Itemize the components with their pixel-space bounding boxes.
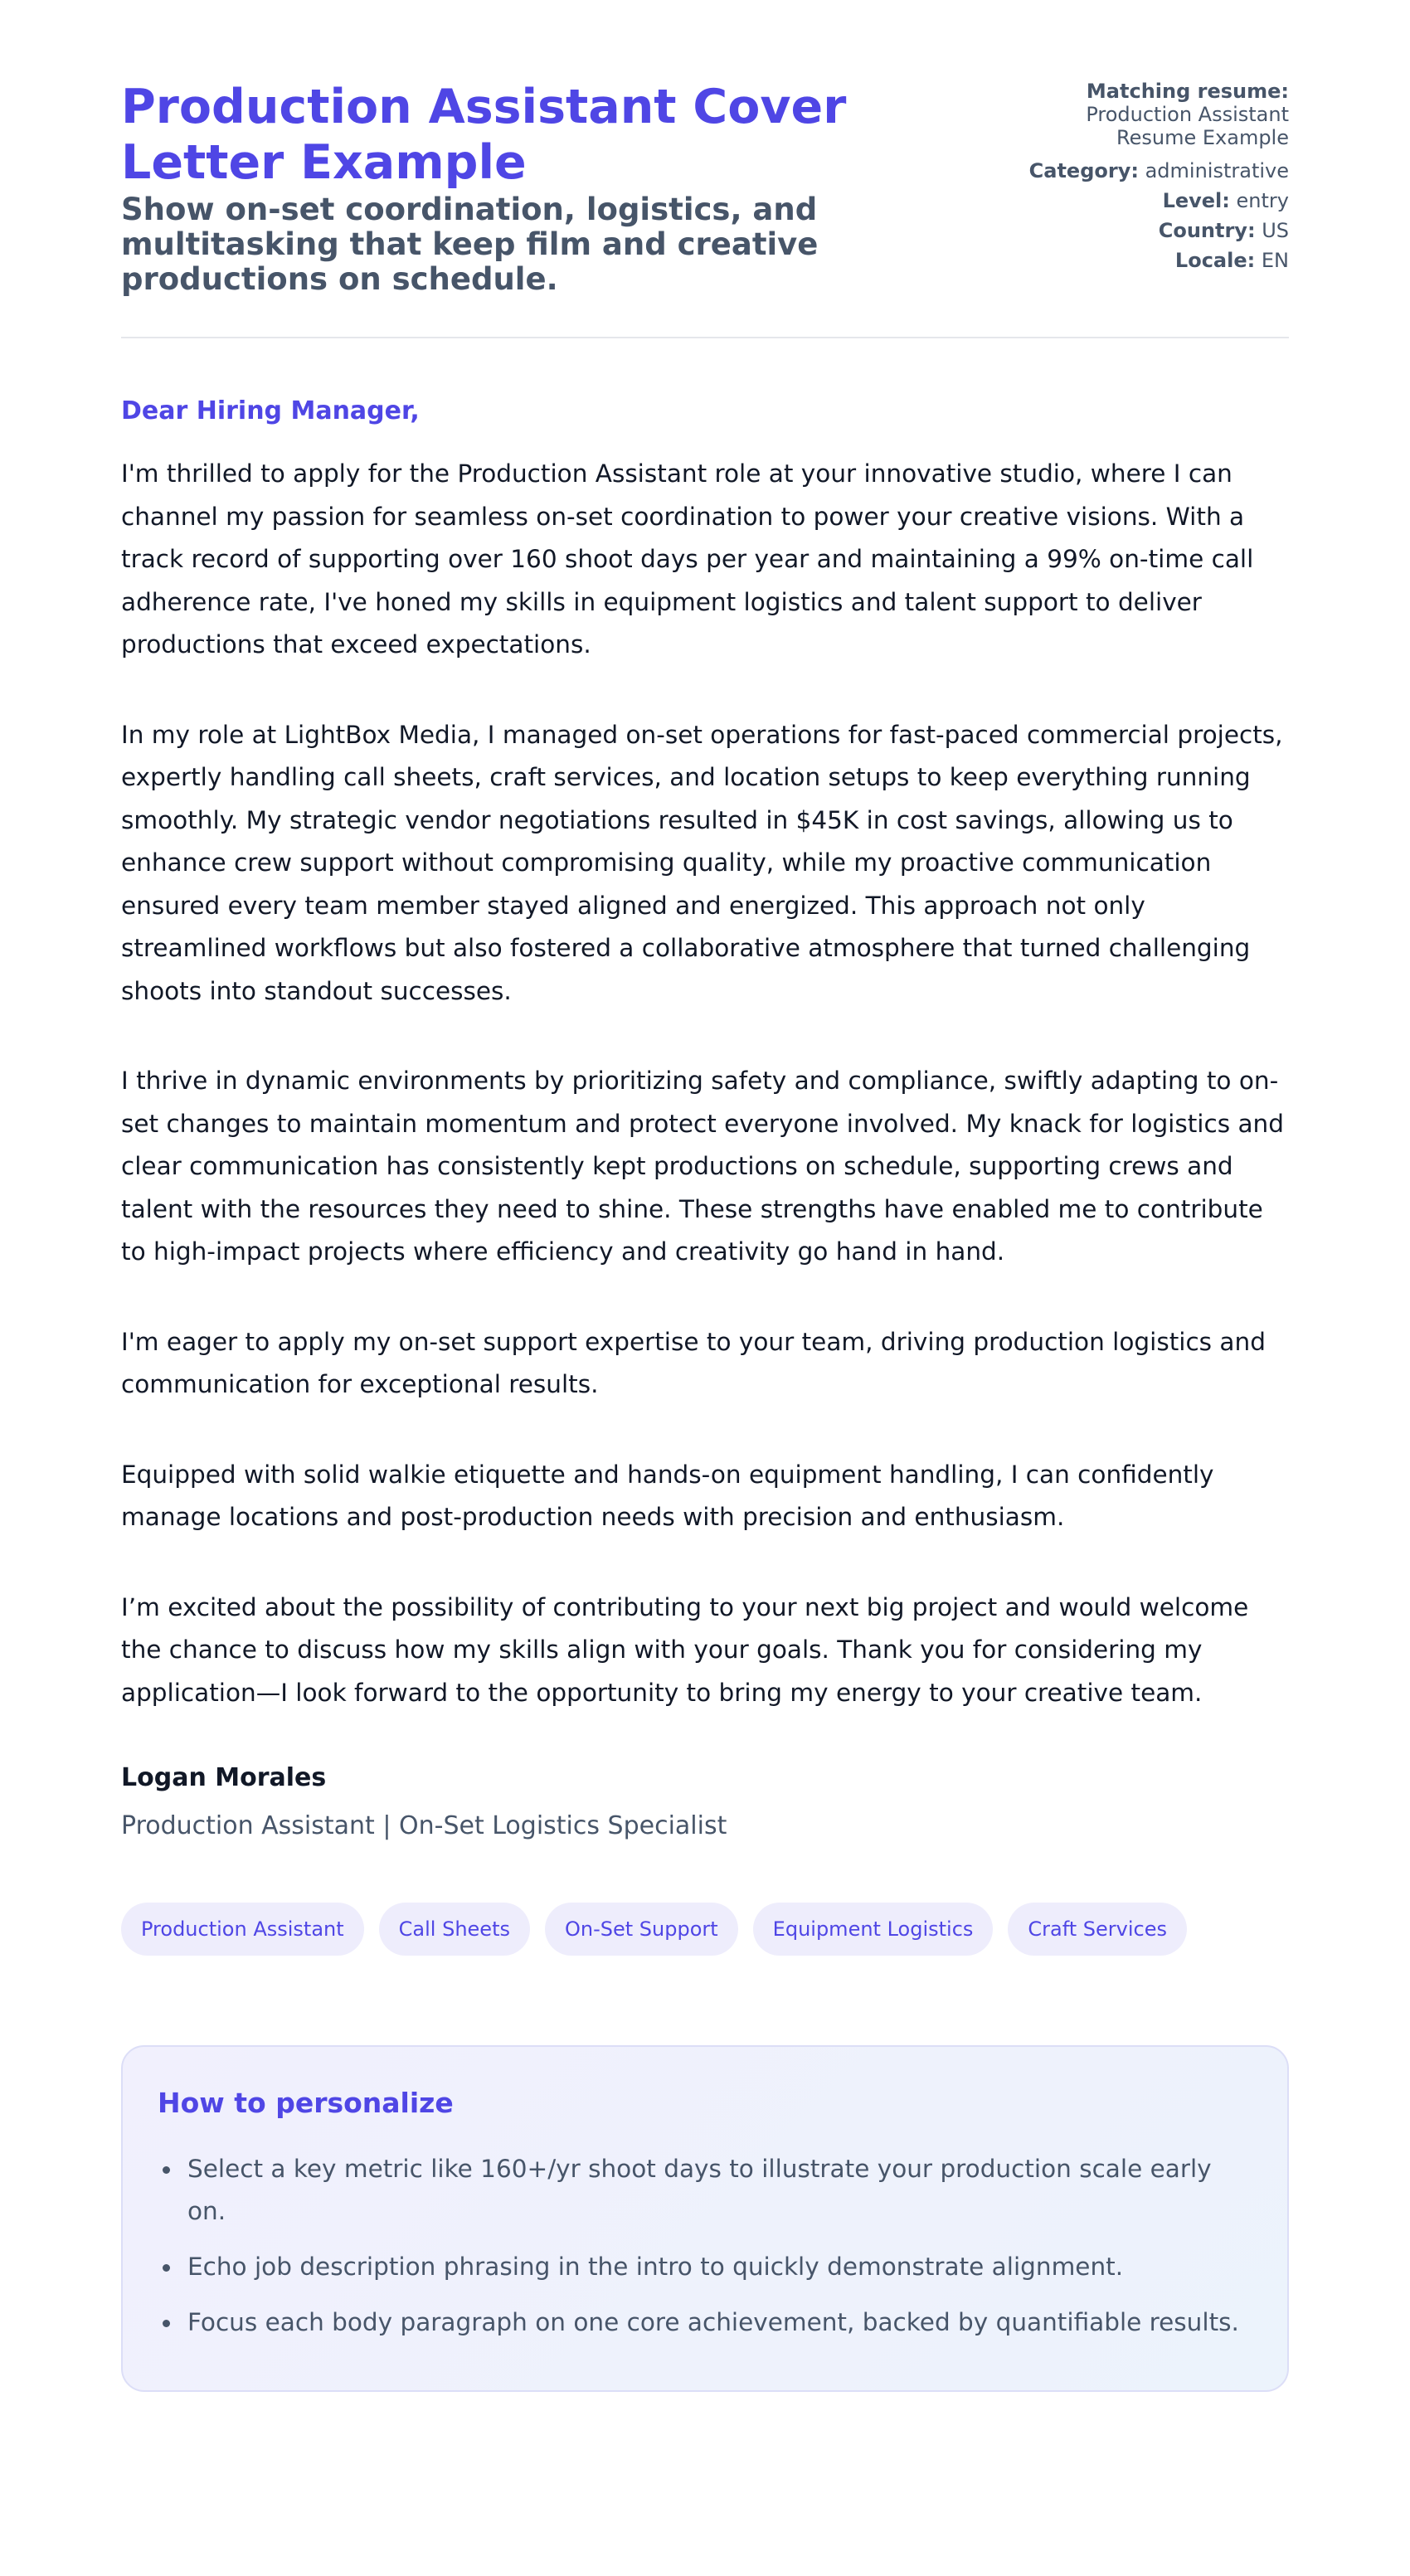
- meta-matching-resume-label: Matching resume:: [1086, 80, 1289, 103]
- meta-country-label: Country:: [1158, 219, 1256, 242]
- meta-locale: [1007, 245, 1289, 275]
- page-subtitle: Show on-set coordination, logistics, and multitasking that keep film and creative productions on schedule.: [121, 192, 819, 297]
- tip-item: Echo job description phrasing in the intro to quickly demonstrate alignment.: [187, 2246, 1252, 2288]
- letter-paragraph: I'm thrilled to apply for the Production Assistant role at your innovative studio, where I can channel my passion for seamless on-set coordination to power your creative visions. With a track record of supporting over 160 shoot days per year and maintaining a 99% on-time call adherence rate, I've honed my skills in equipment logistics and talent support to deliver productions that exceed expectations.: [121, 459, 1254, 659]
- personalize-tips-card: [121, 2045, 1289, 2392]
- signature-block: [121, 1762, 1289, 1843]
- letter-paragraph: I'm eager to apply my on-set support expertise to your team, driving production logistics and communication for exceptional results.: [121, 1327, 1266, 1398]
- header-titles: [121, 80, 868, 297]
- signature-name: Logan Morales: [121, 1763, 327, 1792]
- meta-category-value: administrative: [1145, 159, 1289, 182]
- meta-info: [1007, 80, 1289, 275]
- meta-category: [1007, 156, 1289, 186]
- letter-paragraphs: [121, 453, 1289, 1714]
- meta-country: [1007, 216, 1289, 245]
- tips-list: [158, 2148, 1252, 2344]
- tag-chip[interactable]: Equipment Logistics: [753, 1903, 994, 1956]
- meta-level-label: Level:: [1162, 189, 1230, 212]
- letter-greeting: Dear Hiring Manager,: [121, 396, 420, 425]
- tag-chip[interactable]: Production Assistant: [121, 1903, 364, 1956]
- cover-letter-page: [121, 0, 1289, 2392]
- page-title: Production Assistant Cover Letter Example: [121, 80, 847, 190]
- tip-item: Select a key metric like 160+/yr shoot days to illustrate your production scale early on.: [187, 2148, 1252, 2233]
- meta-locale-value: EN: [1261, 249, 1289, 272]
- tag-list: [121, 1903, 1289, 1956]
- signature-title: Production Assistant | On-Set Logistics Specialist: [121, 1811, 727, 1840]
- meta-matching-resume: [1007, 80, 1289, 149]
- letter-body: [121, 395, 1289, 1714]
- letter-paragraph: Equipped with solid walkie etiquette and hands-on equipment handling, I can confidently manage locations and post-production needs with precision and enthusiasm.: [121, 1460, 1214, 1531]
- meta-locale-label: Locale:: [1174, 249, 1256, 272]
- meta-country-value: US: [1262, 219, 1289, 242]
- meta-level: [1007, 186, 1289, 216]
- tips-title: How to personalize: [158, 2087, 454, 2119]
- tag-chip[interactable]: Call Sheets: [379, 1903, 530, 1956]
- tag-chip[interactable]: Craft Services: [1008, 1903, 1187, 1956]
- meta-level-value: entry: [1236, 189, 1289, 212]
- letter-paragraph: I thrive in dynamic environments by prioritizing safety and compliance, swiftly adapting to on-set changes to maintain momentum and protect everyone involved. My knack for logistics and clear communication has consistently kept productions on schedule, supporting crews and talent with the resources they need to shine. These strengths have enabled me to contribute to high-impact projects where efficiency and creativity go hand in hand.: [121, 1067, 1284, 1266]
- letter-paragraph: I’m excited about the possibility of contributing to your next big project and would welcome the chance to discuss how my skills align with your goals. Thank you for considering my application—I look forward to the opportunity to bring my energy to your creative team.: [121, 1592, 1249, 1707]
- letter-paragraph: In my role at LightBox Media, I managed on-set operations for fast-paced commercial projects, expertly handling call sheets, craft services, and location setups to keep everything running smoothly. My strategic vendor negotiations resulted in $45K in cost savings, allowing us to enhance crew support without compromising quality, while my proactive communication ensured every team member stayed aligned and energized. This approach not only streamlined workflows but also fostered a collaborative atmosphere that turned challenging shoots into standout successes.: [121, 720, 1283, 1005]
- meta-category-label: Category:: [1028, 159, 1139, 182]
- meta-matching-resume-value: Production Assistant Resume Example: [1086, 103, 1289, 149]
- tip-item: Focus each body paragraph on one core achievement, backed by quantifiable results.: [187, 2301, 1252, 2344]
- page-header: [121, 80, 1289, 338]
- tag-chip[interactable]: On-Set Support: [545, 1903, 738, 1956]
